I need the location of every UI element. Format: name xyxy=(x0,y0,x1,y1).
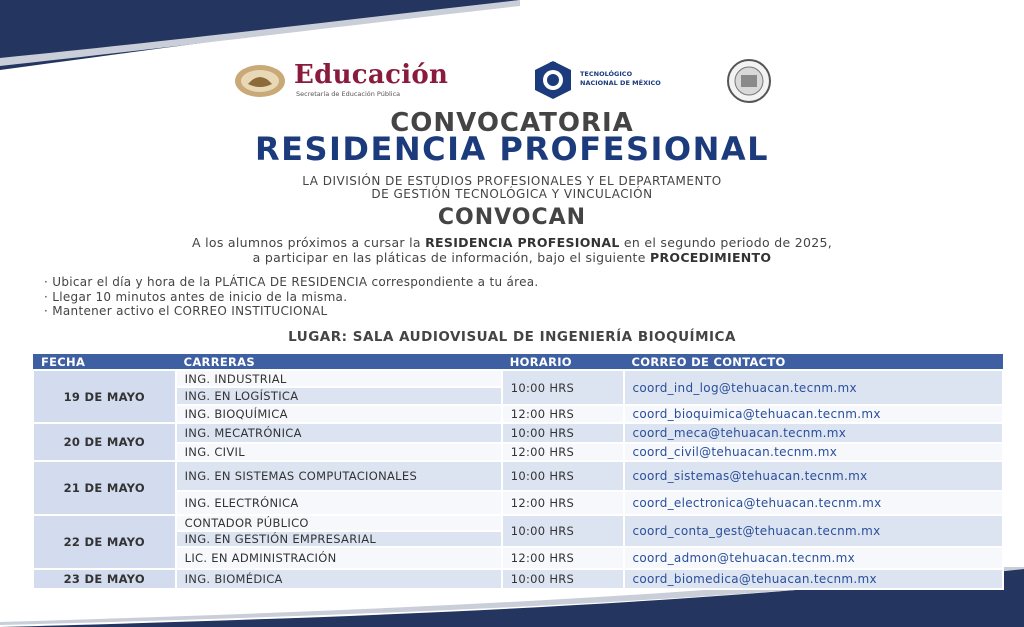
location-heading: LUGAR: SALA AUDIOVISUAL DE INGENIERÍA BIOQUÍMICA xyxy=(288,329,736,345)
intro-bold-2: PROCEDIMIENTO xyxy=(650,250,772,265)
convocatoria-title: CONVOCATORIA xyxy=(390,108,634,138)
tecnm-logo-text xyxy=(580,70,661,88)
email-link[interactable]: coord_biomedica@tehuacan.tecnm.mx xyxy=(624,569,1004,589)
career-cell: ING. ELECTRÓNICA xyxy=(176,491,502,515)
career-cell: ING. EN GESTIÓN EMPRESARIAL xyxy=(176,531,502,547)
sep-subtitle: Secretaría de Educación Pública xyxy=(296,90,401,98)
header-fecha: FECHA xyxy=(33,354,176,370)
educacion-logo-text: Educación xyxy=(294,60,449,90)
time-cell: 10:00 HRS xyxy=(502,370,624,405)
career-cell: ING. BIOQUÍMICA xyxy=(176,405,502,423)
intro-paragraph xyxy=(0,235,1024,265)
career-cell: ING. CIVIL xyxy=(176,443,502,461)
residencia-title: RESIDENCIA PROFESIONAL xyxy=(254,130,770,168)
schedule-table xyxy=(32,354,1004,590)
career-cell: CONTADOR PÚBLICO xyxy=(176,515,502,531)
table-row xyxy=(33,405,1003,423)
email-link[interactable]: coord_sistemas@tehuacan.tecnm.mx xyxy=(624,461,1004,491)
time-cell: 10:00 HRS xyxy=(502,461,624,491)
table-row xyxy=(33,547,1003,569)
header-correo: CORREO DE CONTACTO xyxy=(624,354,1004,370)
career-cell: ING. INDUSTRIAL xyxy=(176,370,502,387)
intro-text-3: a participar en las pláticas de información, bajo el siguiente xyxy=(252,250,651,265)
list-item: · Llegar 10 minutos antes de inicio de la misma. xyxy=(44,290,539,305)
date-cell: 20 DE MAYO xyxy=(33,423,176,461)
career-cell: ING. BIOMÉDICA xyxy=(176,569,502,589)
career-cell: ING. EN LOGÍSTICA xyxy=(176,387,502,405)
time-cell: 12:00 HRS xyxy=(502,443,624,461)
email-link[interactable]: coord_meca@tehuacan.tecnm.mx xyxy=(624,423,1004,443)
email-link[interactable]: coord_electronica@tehuacan.tecnm.mx xyxy=(624,491,1004,515)
date-cell: 19 DE MAYO xyxy=(33,370,176,423)
division-line-1: LA DIVISIÓN DE ESTUDIOS PROFESIONALES Y EL DEPARTAMENTO xyxy=(302,174,722,188)
intro-text-1: A los alumnos próximos a cursar la xyxy=(192,235,426,250)
header-carreras: CARRERAS xyxy=(176,354,502,370)
time-cell: 12:00 HRS xyxy=(502,491,624,515)
career-cell: ING. EN SISTEMAS COMPUTACIONALES xyxy=(176,461,502,491)
logo-bar xyxy=(230,58,810,104)
email-link[interactable]: coord_conta_gest@tehuacan.tecnm.mx xyxy=(624,515,1004,547)
mexico-seal-logo xyxy=(234,64,286,98)
time-cell: 10:00 HRS xyxy=(502,423,624,443)
table-row xyxy=(33,515,1003,531)
division-text xyxy=(0,175,1024,201)
institute-seal-logo xyxy=(724,58,774,104)
table-row xyxy=(33,423,1003,443)
date-cell: 23 DE MAYO xyxy=(33,569,176,589)
date-cell: 22 DE MAYO xyxy=(33,515,176,569)
procedure-list xyxy=(44,275,539,319)
division-line-2: DE GESTIÓN TECNOLÓGICA Y VINCULACIÓN xyxy=(371,187,653,201)
time-cell: 10:00 HRS xyxy=(502,569,624,589)
tecnm-text-line-2: NACIONAL DE MÉXICO xyxy=(580,79,661,87)
tecnm-logo xyxy=(530,60,576,100)
convocan-heading: CONVOCAN xyxy=(437,205,587,230)
career-cell: ING. MECATRÓNICA xyxy=(176,423,502,443)
time-cell: 12:00 HRS xyxy=(502,547,624,569)
intro-bold-1: RESIDENCIA PROFESIONAL xyxy=(425,235,620,250)
table-row xyxy=(33,491,1003,515)
email-link[interactable]: coord_admon@tehuacan.tecnm.mx xyxy=(624,547,1004,569)
header-horario: HORARIO xyxy=(502,354,624,370)
time-cell: 12:00 HRS xyxy=(502,405,624,423)
date-cell: 21 DE MAYO xyxy=(33,461,176,515)
list-item: · Ubicar el día y hora de la PLÁTICA DE RESIDENCIA correspondiente a tu área. xyxy=(44,275,539,290)
intro-line-1 xyxy=(0,235,1024,250)
table-row xyxy=(33,569,1003,589)
time-cell: 10:00 HRS xyxy=(502,515,624,547)
email-link[interactable]: coord_civil@tehuacan.tecnm.mx xyxy=(624,443,1004,461)
table-row xyxy=(33,370,1003,387)
tecnm-text-line-1: TECNOLÓGICO xyxy=(580,70,633,78)
table-row xyxy=(33,461,1003,491)
table-row xyxy=(33,443,1003,461)
intro-line-2 xyxy=(0,250,1024,265)
career-cell: LIC. EN ADMINISTRACIÓN xyxy=(176,547,502,569)
table-header-row xyxy=(33,354,1003,370)
list-item: · Mantener activo el CORREO INSTITUCIONAL xyxy=(44,304,539,319)
email-link[interactable]: coord_bioquimica@tehuacan.tecnm.mx xyxy=(624,405,1004,423)
intro-text-2: en el segundo periodo de 2025, xyxy=(619,235,832,250)
email-link[interactable]: coord_ind_log@tehuacan.tecnm.mx xyxy=(624,370,1004,405)
